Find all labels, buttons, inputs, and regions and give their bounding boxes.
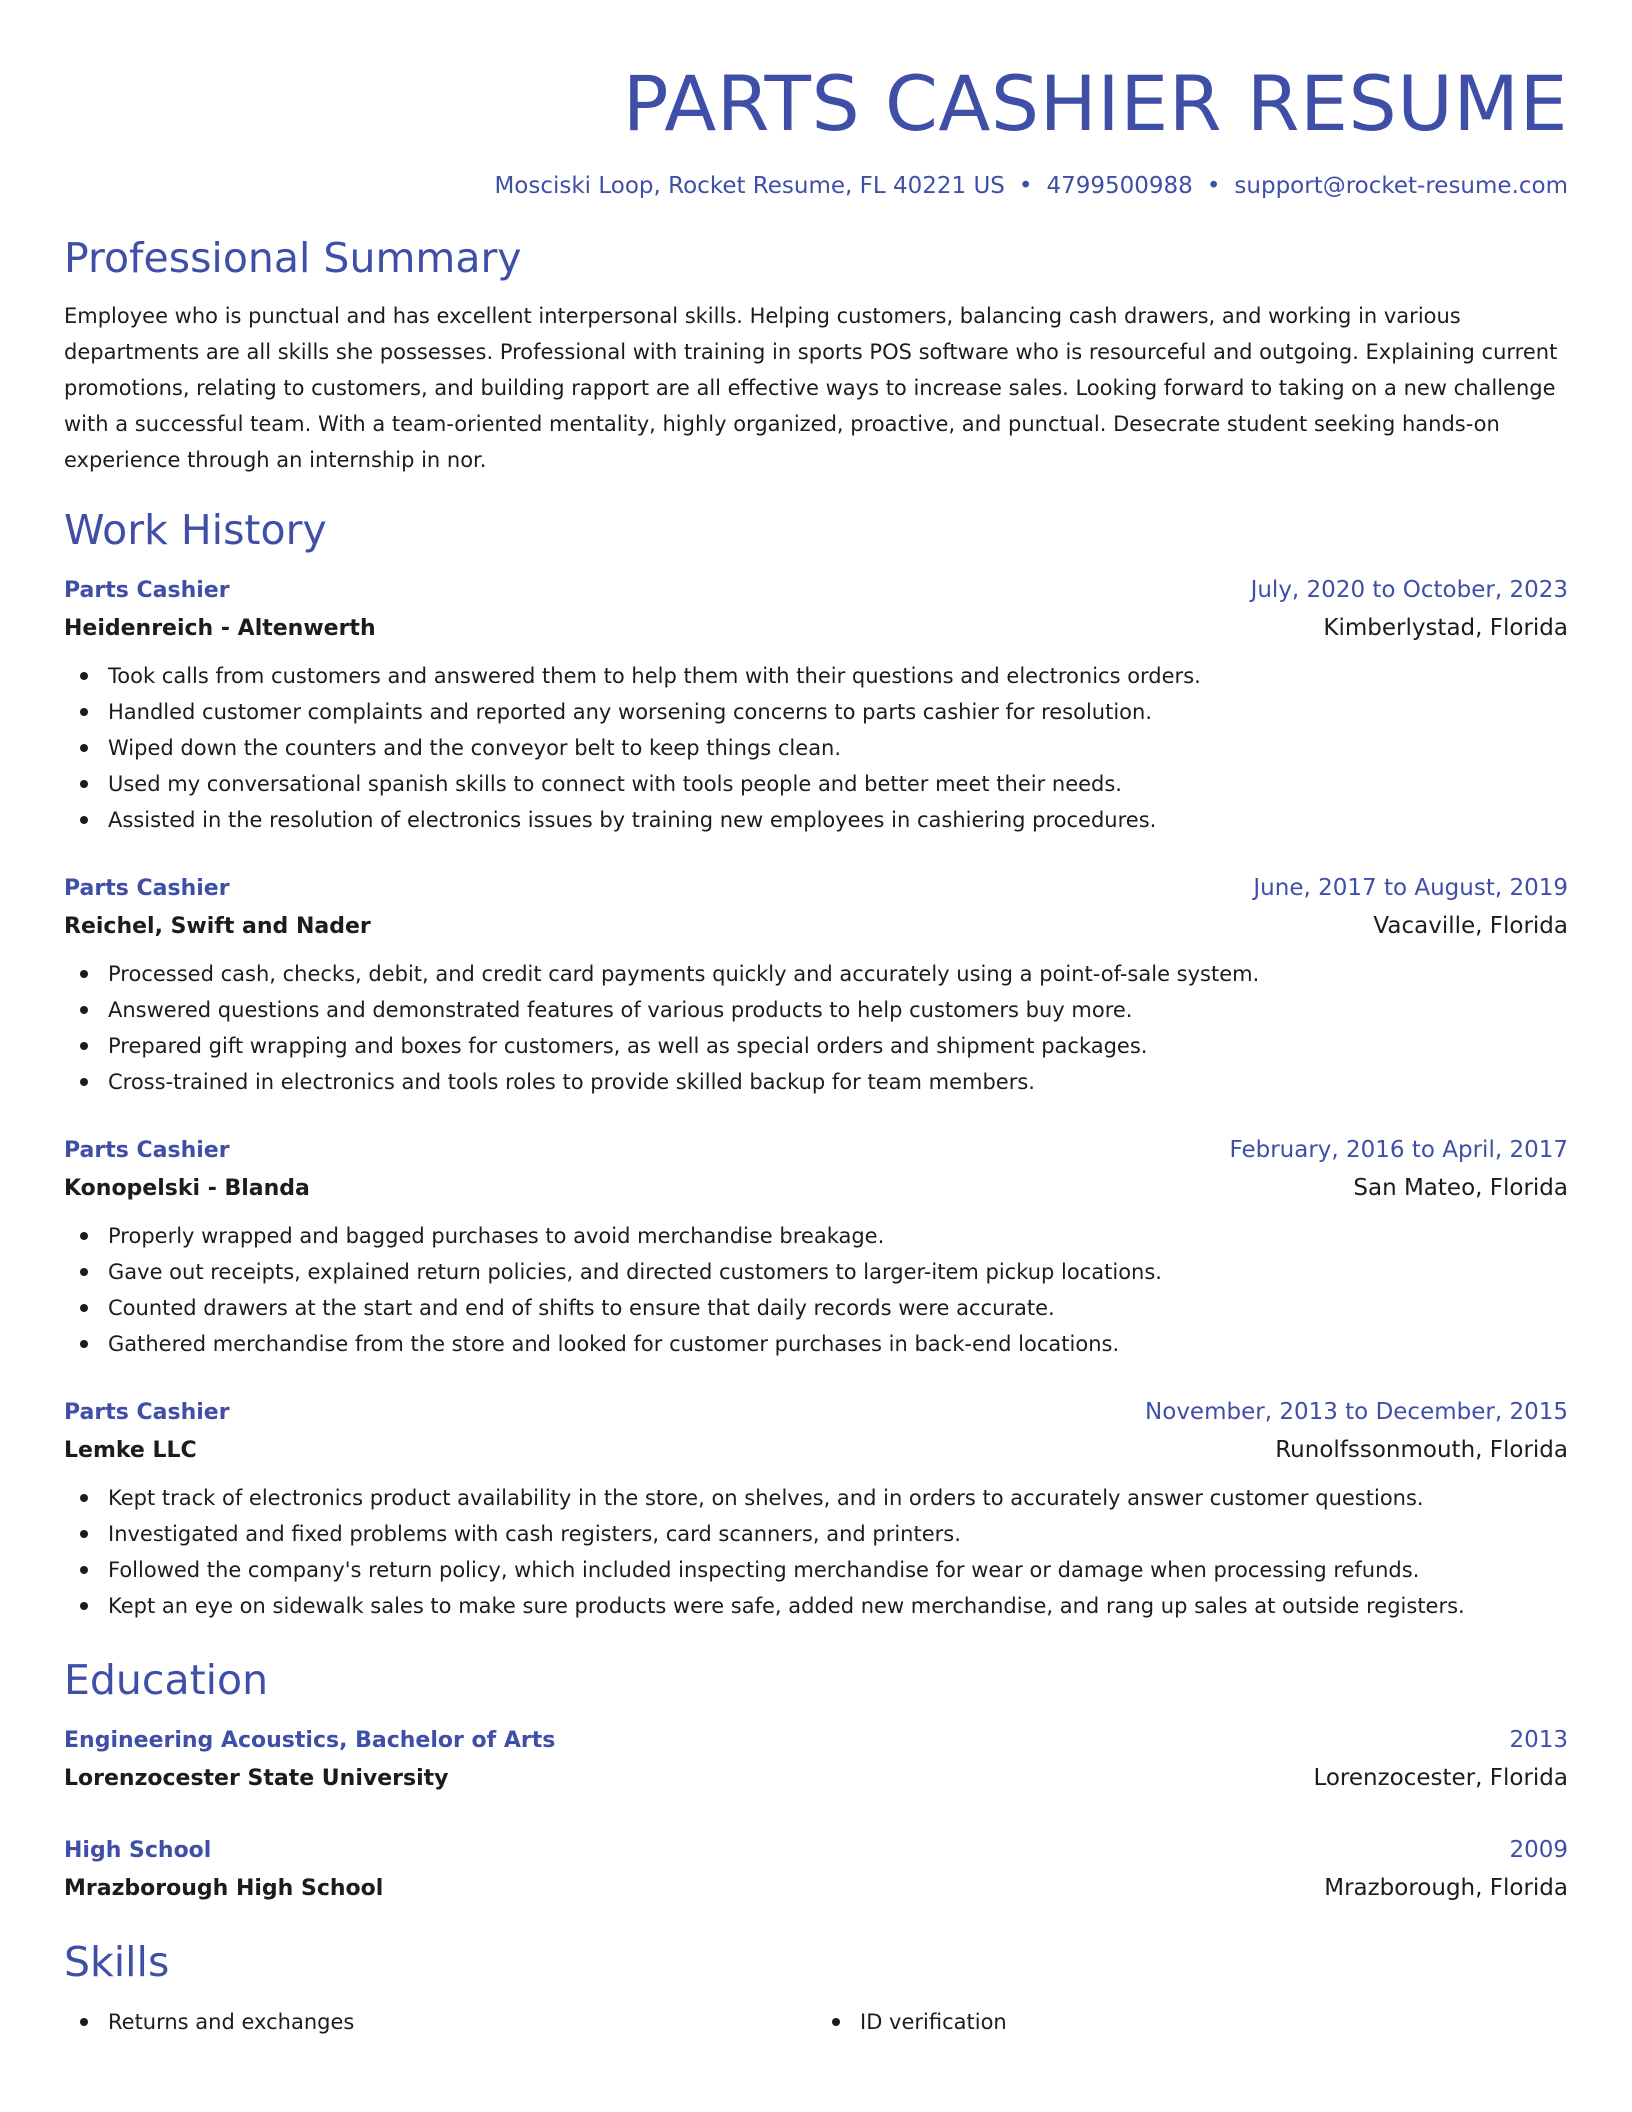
job-bullet [80, 992, 1568, 1028]
job-bullet-text: Counted drawers at the start and end of shifts to ensure that daily records were accurate. [108, 1296, 1055, 1320]
skill-item [80, 2004, 816, 2040]
job-bullet-text: Prepared gift wrapping and boxes for customers, as well as special orders and shipment packages. [108, 1034, 1148, 1058]
job-employer: Heidenreich - Altenwerth [64, 616, 376, 641]
job-title: Parts Cashier [64, 1138, 230, 1163]
education-entry [64, 1722, 1568, 1798]
bullet-dot [80, 780, 88, 788]
summary-text: Employee who is punctual and has excellent interpersonal skills. Helping customers, balancing cash drawers, and working in various departments are all skills she possesses. Professional with training in sports POS software who is resourceful and outgoing. Explaining current promotions, relating to customers, and building rapport are all effective ways to increase sales. Looking forward to taking on a new challenge with a successful team. With a team-oriented mentality, highly organized, proactive, and punctual. Desecrate student seeking hands-on experience through an internship in nor. [64, 304, 1558, 472]
job-bullet [80, 1480, 1568, 1516]
job-header-row [64, 572, 1568, 609]
education-school: Lorenzocester State University [64, 1766, 449, 1791]
bullet-dot [80, 1566, 88, 1574]
job-bullet [80, 694, 1568, 730]
job-bullet [80, 1516, 1568, 1552]
job-bullet [80, 1064, 1568, 1100]
job-employer: Lemke LLC [64, 1438, 197, 1463]
job-bullet-text: Kept track of electronics product availability in the store, on shelves, and in orders to accurately answer customer questions. [108, 1486, 1424, 1510]
bullet-dot [80, 1340, 88, 1348]
job-entry [64, 870, 1568, 1100]
education-year: 2013 [1509, 1727, 1568, 1753]
bullet-dot [80, 1078, 88, 1086]
summary-heading: Professional Summary [64, 234, 522, 282]
education-school-row [64, 1869, 1568, 1908]
job-bullet-text: Answered questions and demonstrated features of various products to help customers buy more. [108, 998, 1133, 1022]
bullet-dot [80, 744, 88, 752]
job-bullet-text: Handled customer complaints and reported any worsening concerns to parts cashier for resolution. [108, 700, 1153, 724]
skills-grid [64, 2004, 1568, 2040]
job-bullet [80, 1588, 1568, 1624]
bullet-dot [80, 1494, 88, 1502]
job-bullet-text: Wiped down the counters and the conveyor belt to keep things clean. [108, 736, 842, 760]
job-bullet [80, 658, 1568, 694]
job-bullet [80, 1552, 1568, 1588]
bullet-dot [80, 1042, 88, 1050]
education-year: 2009 [1509, 1837, 1568, 1863]
job-bullet [80, 730, 1568, 766]
job-location: San Mateo, Florida [1353, 1175, 1568, 1201]
job-dates: July, 2020 to October, 2023 [1250, 577, 1568, 603]
bullet-dot [80, 2018, 88, 2026]
resume-title: PARTS CASHIER RESUME [622, 59, 1568, 148]
job-bullet [80, 956, 1568, 992]
job-bullet [80, 1326, 1568, 1362]
job-bullet-text: Processed cash, checks, debit, and credit card payments quickly and accurately using a point-of-sale system. [108, 962, 1260, 986]
skills-column-right [816, 2004, 1568, 2040]
contact-separator: • [1018, 173, 1033, 199]
job-bullet-text: Properly wrapped and bagged purchases to avoid merchandise breakage. [108, 1224, 885, 1248]
job-employer-row [64, 1431, 1568, 1470]
job-employer-row [64, 907, 1568, 946]
job-employer-row [64, 1169, 1568, 1208]
job-employer: Reichel, Swift and Nader [64, 914, 371, 939]
job-bullet [80, 1290, 1568, 1326]
job-employer-row [64, 609, 1568, 648]
bullet-dot [80, 816, 88, 824]
education-degree: High School [64, 1838, 212, 1863]
job-bullet-text: Assisted in the resolution of electronics issues by training new employees in cashiering procedures. [108, 808, 1157, 832]
job-header-row [64, 870, 1568, 907]
job-header-row [64, 1132, 1568, 1169]
job-bullet-text: Gathered merchandise from the store and looked for customer purchases in back-end locations. [108, 1332, 1120, 1356]
job-header-row [64, 1394, 1568, 1431]
contact-phone: 4799500988 [1046, 173, 1193, 199]
job-dates: June, 2017 to August, 2019 [1253, 875, 1568, 901]
skill-item [832, 2004, 1568, 2040]
job-bullets [64, 956, 1568, 1100]
bullet-dot [80, 970, 88, 978]
bullet-dot [80, 1304, 88, 1312]
work-history-list [64, 572, 1568, 1624]
job-bullet-text: Took calls from customers and answered them to help them with their questions and electronics orders. [108, 664, 1201, 688]
job-bullets [64, 1218, 1568, 1362]
education-list [64, 1722, 1568, 1908]
job-bullet [80, 802, 1568, 838]
job-bullet-text: Kept an eye on sidewalk sales to make sure products were safe, added new merchandise, and rang up sales at outside registers. [108, 1594, 1465, 1618]
resume-page [64, 0, 1568, 2040]
skill-item-text: ID verification [860, 2010, 1007, 2034]
job-bullets [64, 658, 1568, 838]
job-bullet [80, 1028, 1568, 1064]
job-entry [64, 1394, 1568, 1624]
education-heading: Education [64, 1656, 269, 1704]
job-title: Parts Cashier [64, 876, 230, 901]
skills-column-left [64, 2004, 816, 2040]
job-bullet [80, 1218, 1568, 1254]
job-bullets [64, 1480, 1568, 1624]
job-bullet-text: Gave out receipts, explained return policies, and directed customers to larger-item pickup locations. [108, 1260, 1162, 1284]
education-school-row [64, 1759, 1568, 1798]
contact-address: Mosciski Loop, Rocket Resume, FL 40221 US [494, 173, 1005, 199]
bullet-dot [80, 1602, 88, 1610]
education-school: Mrazborough High School [64, 1876, 384, 1901]
contact-email[interactable]: support@rocket-resume.com [1234, 173, 1568, 199]
job-title: Parts Cashier [64, 578, 230, 603]
education-location: Lorenzocester, Florida [1313, 1765, 1568, 1791]
education-location: Mrazborough, Florida [1324, 1875, 1568, 1901]
job-bullet-text: Cross-trained in electronics and tools roles to provide skilled backup for team members. [108, 1070, 1035, 1094]
bullet-dot [80, 1530, 88, 1538]
job-dates: November, 2013 to December, 2015 [1145, 1399, 1568, 1425]
education-header-row [64, 1832, 1568, 1869]
job-bullet [80, 766, 1568, 802]
job-bullet-text: Used my conversational spanish skills to connect with tools people and better meet their needs. [108, 772, 1122, 796]
job-bullet-text: Investigated and fixed problems with cash registers, card scanners, and printers. [108, 1522, 961, 1546]
education-header-row [64, 1722, 1568, 1759]
contact-separator: • [1206, 173, 1221, 199]
bullet-dot [80, 1268, 88, 1276]
job-employer: Konopelski - Blanda [64, 1176, 310, 1201]
skills-heading: Skills [64, 1938, 170, 1986]
job-location: Runolfssonmouth, Florida [1275, 1437, 1568, 1463]
bullet-dot [80, 708, 88, 716]
job-dates: February, 2016 to April, 2017 [1229, 1137, 1568, 1163]
job-entry [64, 572, 1568, 838]
job-location: Vacaville, Florida [1373, 913, 1568, 939]
job-location: Kimberlystad, Florida [1323, 615, 1568, 641]
job-entry [64, 1132, 1568, 1362]
skill-item-text: Returns and exchanges [108, 2010, 355, 2034]
bullet-dot [80, 1006, 88, 1014]
work-history-heading: Work History [64, 506, 327, 554]
bullet-dot [80, 1232, 88, 1240]
job-bullet-text: Followed the company's return policy, which included inspecting merchandise for wear or damage when processing refunds. [108, 1558, 1420, 1582]
bullet-dot [80, 672, 88, 680]
job-title: Parts Cashier [64, 1400, 230, 1425]
contact-line [64, 170, 1568, 202]
education-entry [64, 1832, 1568, 1908]
education-degree: Engineering Acoustics, Bachelor of Arts [64, 1728, 556, 1753]
bullet-dot [832, 2018, 840, 2026]
job-bullet [80, 1254, 1568, 1290]
